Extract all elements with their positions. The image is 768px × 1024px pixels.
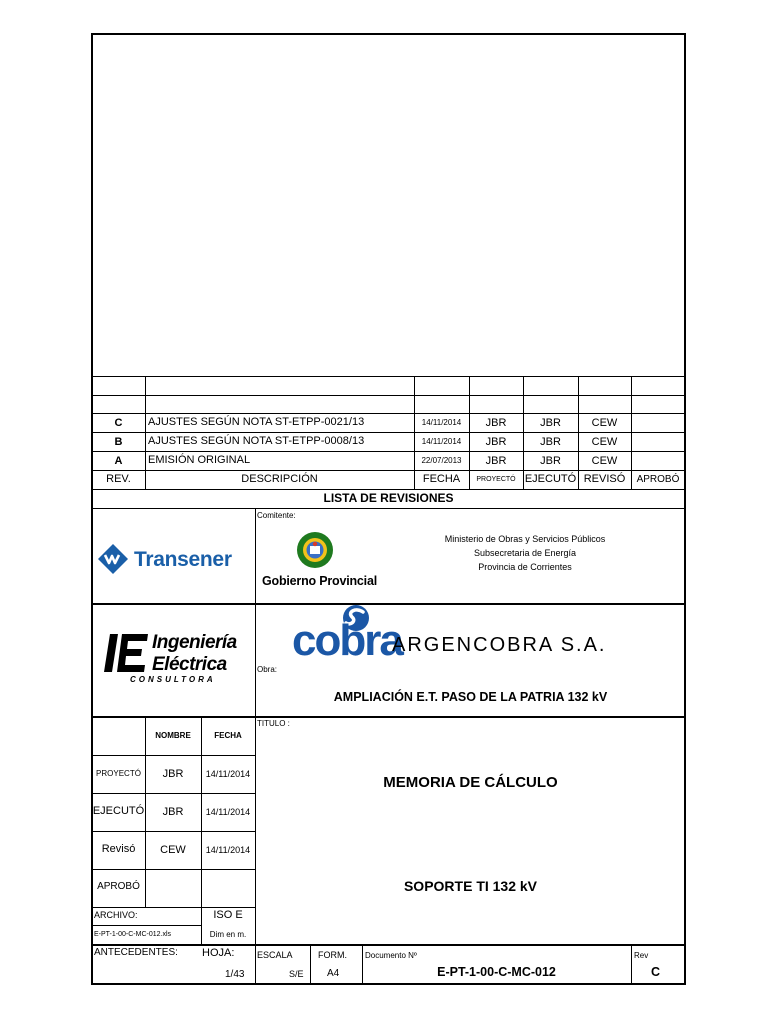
- fecha-header: FECHA: [214, 731, 242, 740]
- ie-logo-line1: Ingeniería: [152, 632, 237, 653]
- signature-date: 14/11/2014: [205, 769, 251, 779]
- document-title: MEMORIA DE CÁLCULO: [383, 774, 558, 791]
- revisions-title: LISTA DE REVISIONES: [323, 491, 454, 505]
- obra-label: Obra:: [257, 665, 278, 674]
- rev-label: Rev: [634, 951, 649, 960]
- gobierno-seal-icon: [296, 531, 334, 569]
- rev-value: C: [651, 965, 661, 979]
- rev-proyecto: JBR: [485, 455, 507, 467]
- ie-logo-line3: CONSULTORA: [130, 675, 216, 684]
- ejecuto-header: EJECUTÓ: [524, 473, 577, 485]
- iso-standard: ISO E: [213, 909, 243, 921]
- rev-description: EMISIÓN ORIGINAL: [148, 454, 251, 466]
- rev-ejecuto: JBR: [540, 436, 561, 448]
- date-header: FECHA: [422, 473, 461, 485]
- signature-date: 14/11/2014: [205, 845, 251, 855]
- proyecto-header: PROYECTÓ: [476, 476, 516, 483]
- escala-value: S/E: [289, 969, 304, 979]
- rev-header: REV.: [106, 473, 131, 485]
- hoja-value: 1/43: [225, 969, 245, 980]
- ministry-line: Subsecretaria de Energía: [473, 548, 577, 558]
- rev-code: B: [114, 436, 123, 448]
- escala-label: ESCALA: [257, 950, 293, 960]
- rev-reviso: CEW: [591, 417, 618, 429]
- signature-name: JBR: [162, 768, 184, 780]
- signature-name: JBR: [162, 806, 184, 818]
- nombre-header: NOMBRE: [155, 731, 191, 740]
- rev-code: C: [114, 417, 123, 429]
- rev-ejecuto: JBR: [540, 455, 561, 467]
- description-header: DESCRIPCIÓN: [241, 473, 318, 485]
- archivo-label: ARCHIVO:: [94, 910, 138, 920]
- rev-code: A: [114, 455, 123, 467]
- cobra-wordmark: cobra: [292, 616, 402, 665]
- transener-icon: [97, 543, 129, 575]
- documento-value: E-PT-1-00-C-MC-012: [437, 965, 556, 979]
- archivo-value: E-PT-1-00-C-MC-012.xls: [94, 931, 172, 938]
- obra-value: AMPLIACIÓN E.T. PASO DE LA PATRIA 132 kV: [333, 690, 608, 704]
- gobierno-wordmark: Gobierno Provincial: [262, 574, 377, 588]
- rev-date: 14/11/2014: [421, 418, 462, 427]
- rev-date: 14/11/2014: [421, 437, 462, 446]
- ministry-line: Ministerio de Obras y Servicios Públicos: [444, 534, 606, 544]
- signature-role: Revisó: [101, 843, 136, 855]
- signature-name: CEW: [160, 844, 186, 856]
- drawing-frame: [91, 33, 686, 985]
- rev-reviso: CEW: [591, 455, 618, 467]
- form-label: FORM.: [318, 950, 347, 960]
- ie-logo-icon: [104, 632, 150, 674]
- ie-logo-line2: Eléctrica: [152, 654, 227, 675]
- comitente-label: Comitente:: [257, 511, 296, 520]
- reviso-header: REVISÓ: [583, 473, 626, 485]
- transener-wordmark: Transener: [134, 548, 232, 571]
- form-value: A4: [327, 968, 340, 979]
- signature-date: 14/11/2014: [205, 807, 251, 817]
- rev-description: AJUSTES SEGÚN NOTA ST-ETPP-0021/13: [148, 416, 365, 428]
- signature-role: PROYECTÓ: [96, 769, 141, 778]
- signature-role: EJECUTÓ: [92, 805, 145, 817]
- rev-reviso: CEW: [591, 436, 618, 448]
- rev-description: AJUSTES SEGÚN NOTA ST-ETPP-0008/13: [148, 435, 365, 447]
- aprobo-header: APROBÓ: [636, 474, 680, 485]
- dimension-unit: Dim en m.: [209, 930, 247, 939]
- rev-ejecuto: JBR: [540, 417, 561, 429]
- ministry-line: Provincia de Corrientes: [478, 562, 572, 572]
- rev-date: 22/07/2013: [421, 456, 462, 465]
- signature-role: APROBÓ: [97, 881, 140, 892]
- rev-proyecto: JBR: [485, 436, 507, 448]
- rev-proyecto: JBR: [485, 417, 507, 429]
- documento-label: Documento Nº: [365, 951, 417, 960]
- titulo-label: TITULO :: [257, 719, 290, 728]
- document-subtitle: SOPORTE TI 132 kV: [403, 878, 538, 894]
- hoja-label: HOJA:: [202, 947, 235, 959]
- antecedentes-label: ANTECEDENTES:: [94, 947, 178, 958]
- company-name: ARGENCOBRA S.A.: [392, 634, 607, 656]
